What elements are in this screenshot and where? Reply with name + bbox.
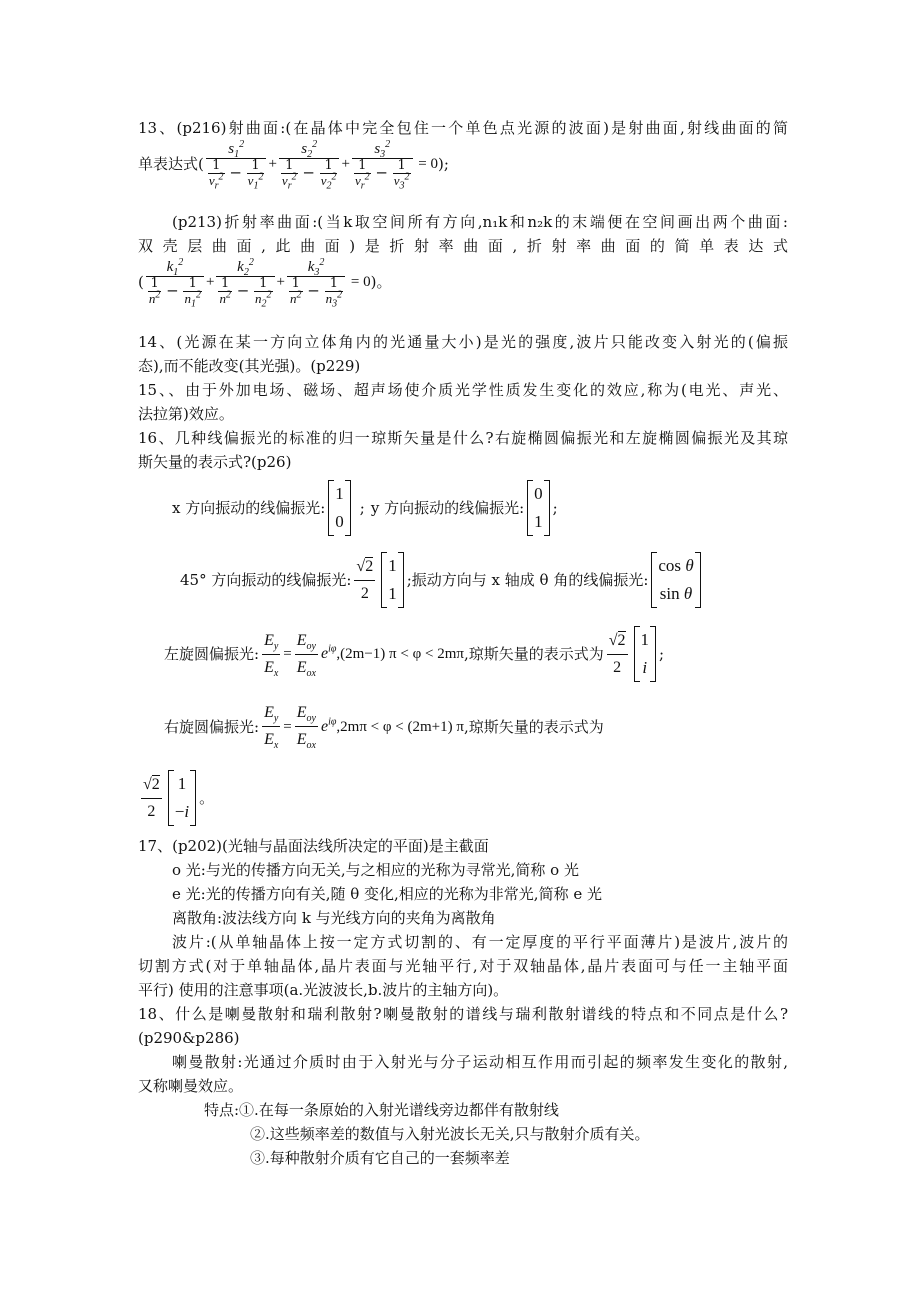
q15-block <box>138 378 788 426</box>
q17-o-light: o 光:与光的传播方向无关,与之相应的光称为寻常光,简称 o 光 <box>172 861 579 879</box>
q13-formula-row: 单表达式( $s_1^2$ $\frac{1}{v_r^2}$ − $\frac{1}{v_1^2}$ + $s_2^2$ $\frac{1}{v_r^2}$ − $\frac{1}{v_2^2}$ + $s_3^2$ $\frac{1}{v_r^2}$ − $\frac{1}{v_3^2}$ = 0 ); <box>138 139 449 192</box>
theta-jones-vector: cos θ sin θ <box>651 552 700 608</box>
q17-waveplate-3: 平行) 使用的注意事项(a.光波波长,b.波片的主轴方向)。 <box>138 981 509 999</box>
q13-term1: $s_1^2$ $\frac{1}{v_r^2}$ − $\frac{1}{v_1^2}$ <box>206 140 267 188</box>
q16-right-vector-row: √2 2 1 −i 。 <box>138 770 788 826</box>
left-circ-label: 左旋圆偏振光: <box>164 645 260 663</box>
q16-line1: 16、几种线偏振光的标准的归一琼斯矢量是什么?右旋椭圆偏振光和左旋椭圆偏振光及其琼 <box>138 429 788 447</box>
p213-term1: $k_1^2$ $\frac{1}{n^2}$ − $\frac{1}{n_1^2}$ <box>146 258 204 306</box>
p213-formula-row: ( $k_1^2$ $\frac{1}{n^2}$ − $\frac{1}{n_1^2}$ + $k_2^2$ $\frac{1}{n^2}$ − $\frac{1}{n_2^2}$ + $k_3^2$ $\frac{1}{n^2}$ − $\frac{1}{n_3^2}$ = 0 )。 <box>138 257 392 310</box>
right-circ-label: 右旋圆偏振光: <box>164 717 260 736</box>
q18-feature1: 特点:①.在每一条原始的入射光谱线旁边都伴有散射线 <box>204 1101 559 1119</box>
q13-line2-post: ); <box>438 155 449 173</box>
right-condition: ,2mπ < φ < (2m+1) π <box>336 718 464 735</box>
theta-label: 振动方向与 x 轴成 θ 角的线偏振光: <box>411 571 649 589</box>
q14-line2: 态),而不能改变(其光强)。(p229) <box>138 357 361 375</box>
left-end: ; <box>659 645 665 663</box>
deg45-label: 45° 方向振动的线偏振光: <box>180 571 352 589</box>
p213-term3: $k_3^2$ $\frac{1}{n^2}$ − $\frac{1}{n_3^2}$ <box>287 258 345 306</box>
left-jones-vector: 1 i <box>634 626 657 682</box>
q13-line1: 13、(p216)射曲面:(在晶体中完全包住一个单色点光源的波面)是射曲面,射线曲面的简 <box>138 119 788 137</box>
q18-feature3: ③.每种散射介质有它自己的一套频率差 <box>250 1149 510 1167</box>
p213-line3-post: )。 <box>370 273 392 291</box>
y-jones-vector: 0 1 <box>527 480 550 536</box>
q17-waveplate-2: 切割方式(对于单轴晶体,晶片表面与光轴平行,对于双轴晶体,晶片表面可与任一主轴平面 <box>138 957 788 975</box>
deg45-jones-vector: 1 1 <box>381 552 404 608</box>
q16-left-row: 左旋圆偏振光: $\frac{E_y}{E_x}$ = $E_{oy}$ $E_{ox}$ $e^{i\varphi}$ ,(2m−1) π < φ < 2mπ ,琼斯矢量的表示式为 √2 2 1 i ; <box>138 626 788 682</box>
q13-term3: $s_3^2$ $\frac{1}{v_r^2}$ − $\frac{1}{v_3^2}$ <box>352 140 413 188</box>
q17-line1: 17、(p202)(光轴与晶面法线所决定的平面)是主截面 <box>138 837 489 855</box>
sep3: ; <box>406 571 412 589</box>
x-pol-label: x 方向振动的线偏振光: <box>172 499 326 517</box>
q15-line1: 15、、由于外加电场、磁场、超声场使介质光学性质发生变化的效应,称为(电光、声光、 <box>138 381 788 399</box>
left-condition: ,(2m−1) π < φ < 2mπ <box>336 646 464 662</box>
sep2: ; <box>552 499 558 517</box>
q16-line2: 斯矢量的表示式?(p26) <box>138 453 292 471</box>
p213-line2: 双壳层曲面,此曲面)是折射率曲面,折射率曲面的简单表达式 <box>138 237 788 255</box>
p213-block <box>138 210 788 258</box>
q16-45-row <box>138 552 788 608</box>
q18-line1: 18、什么是喇曼散射和瑞利散射?喇曼散射的谱线与瑞利散射谱线的特点和不同点是什么? <box>138 1005 788 1023</box>
q18-def2: 又称喇曼效应。 <box>138 1077 244 1095</box>
y-pol-label: y 方向振动的线偏振光: <box>370 499 525 517</box>
sqrt2-over-2: √2 2 <box>354 554 375 607</box>
p213-term2: $k_2^2$ $\frac{1}{n^2}$ − $\frac{1}{n_2^2}$ <box>216 258 274 306</box>
x-jones-vector: 1 0 <box>328 480 351 536</box>
q14-block <box>138 330 788 378</box>
right-jones-vector: 1 −i <box>168 770 196 826</box>
q14-line1: 14、(光源在某一方向立体角内的光通量大小)是光的强度,波片只能改变入射光的(偏振 <box>138 333 788 351</box>
q16-block <box>138 426 788 474</box>
q16-xy-row <box>138 480 788 536</box>
p213-line1: (p213)折射率曲面:(当k取空间所有方向,n₁k和n₂k的末端便在空间画出两个曲面: <box>172 213 788 231</box>
q17-e-light: e 光:光的传播方向有关,随 θ 变化,相应的光称为非常光,简称 e 光 <box>172 885 602 903</box>
q17-walkoff: 离散角:波法线方向 k 与光线方向的夹角为离散角 <box>172 909 496 927</box>
right-end: 。 <box>199 789 215 807</box>
q18-block <box>138 1002 788 1170</box>
q17-block <box>138 834 788 1002</box>
sep1: ; <box>359 499 365 517</box>
q18-feature2: ②.这些频率差的数值与入射光波长无关,只与散射介质有关。 <box>250 1125 650 1143</box>
q18-line2: (p290&p286) <box>138 1029 240 1047</box>
q16-right-row: 右旋圆偏振光: $\frac{E_y}{E_x}$ = $E_{oy}$ $E_{ox}$ $e^{i\varphi}$ ,2mπ < φ < (2m+1) π ,琼斯矢量的表示式为 <box>138 700 788 753</box>
q18-def1: 喇曼散射:光通过介质时由于入射光与分子运动相互作用而引起的频率发生变化的散射, <box>172 1053 788 1071</box>
q13-term2: $s_2^2$ $\frac{1}{v_r^2}$ − $\frac{1}{v_2^2}$ <box>279 140 340 188</box>
q13-line2-pre: 单表达式( <box>138 155 204 173</box>
left-jones-text: ,琼斯矢量的表示式为 <box>463 645 604 663</box>
p213-line3-pre: ( <box>138 273 144 291</box>
q15-line2: 法拉第)效应。 <box>138 405 234 423</box>
right-jones-text: ,琼斯矢量的表示式为 <box>463 717 604 736</box>
q13-block <box>138 116 788 140</box>
q17-waveplate-1: 波片:(从单轴晶体上按一定方式切割的、有一定厚度的平行平面薄片)是波片,波片的 <box>172 933 788 951</box>
